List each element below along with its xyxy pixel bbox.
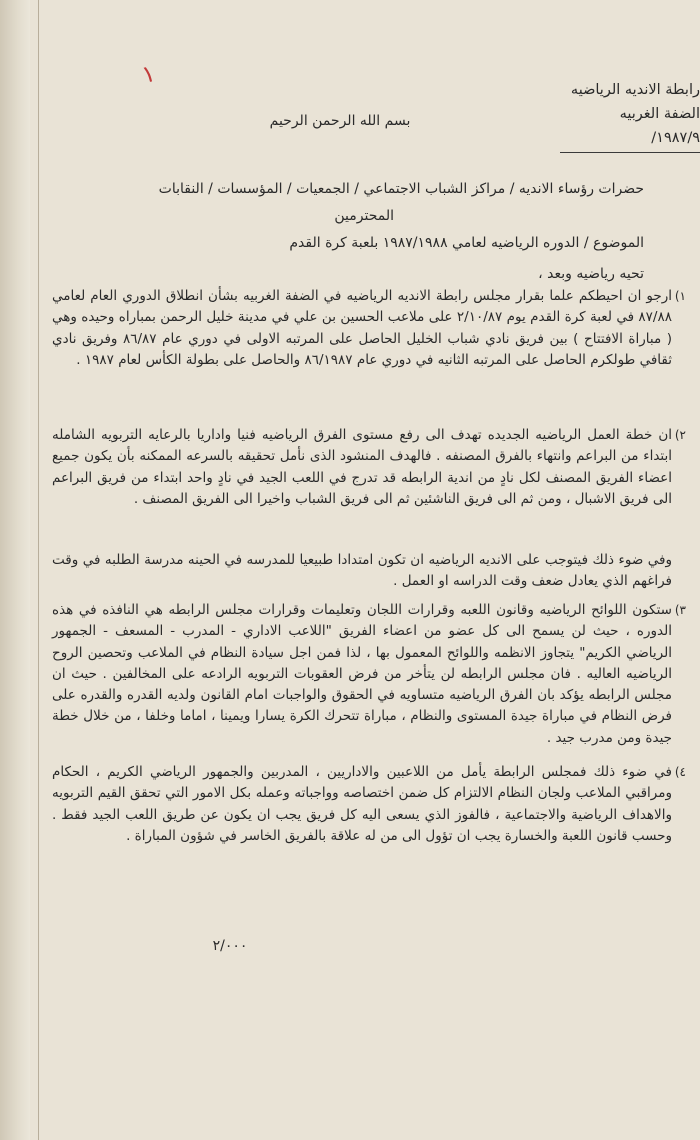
recipients-line: حضرات رؤساء الانديه / مراكز الشباب الاجتماعي / الجمعيات / المؤسسات / النقابات <box>158 181 644 197</box>
page-marker: ٢/٠٠٠ <box>212 938 248 954</box>
paragraph-number: ٣) <box>674 603 686 617</box>
red-margin-mark: ١ <box>138 58 159 90</box>
letterhead <box>550 78 700 153</box>
address-block <box>64 176 644 257</box>
paragraph-number: ٤) <box>674 765 686 779</box>
letter-date: ١٩٨٧/٩/ <box>560 126 700 153</box>
paragraph-text: ارجو ان احيطكم علما بقرار مجلس رابطة الانديه الرياضيه في الضفة الغربيه بشأن انطلاق الدوري العام لعامي ٨٧/٨٨ في لعبة كرة القدم يوم ٢/١٠/٨٧ على ملاعب الحسين بن علي في مدينة خليل الرحمن بمباراه وحيده وهي ( مباراة الافتتاح ) بين فريق نادي شباب الخليل الحاصل على المرتبه الاولى في دوري عام ٨٦/٨٧ وفريق نادي ثقافي طولكرم الحاصل على المرتبه الثانيه في دوري عام ٨٦/١٩٨٧ والحاصل على بطولة الكأس لعام ١٩٨٧ . <box>52 288 672 368</box>
letterhead-org: رابطة الانديه الرياضيه <box>570 82 700 98</box>
subject-line: الموضوع / الدوره الرياضيه لعامي ١٩٨٧/١٩٨٨ بلعبة كرة القدم <box>289 235 644 251</box>
paragraph-text: في ضوء ذلك فمجلس الرابطة يأمل من اللاعبين والاداريين ، المدربين والجمهور الرياضي الكريم ، الحكام ومراقبي الملاعب ولجان النظام الالتزام كل ضمن اختصاصه وواجباته وعمله بكل الامور التي تحقق القيم التربويه والاهداف الرياضية والاجتماعية ، فالفوز الذي يسعى اليه كل فريق يجب ان يكون عن طريق اللعب الجيد فقط . وحسب قانون اللعبة والخسارة يجب ان تؤول الى من له علاقة بالفريق الخاسر في شؤون المباراة . <box>52 764 672 844</box>
respect-line: المحترمين <box>334 208 394 224</box>
paragraph-2-continuation <box>52 550 672 593</box>
basmala: بسم الله الرحمن الرحيم <box>269 113 411 129</box>
paragraph-number: ٢) <box>674 428 686 442</box>
paragraph-text: ستكون اللوائح الرياضيه وقانون اللعبه وقرارات اللجان وتعليمات وقرارات مجلس الرابطه هي النافذه في هذه الدوره ، حيث لن يسمح الى كل عضو من اعضاء الفريق "اللاعب الاداري - المدرب - المسعف - الجمهور الرياضي الكريم" يتجاوز الانظمه واللوائح المعمول بها ، لذا فمن اجل سيادة النظام في الملاعب وتحصين الروح الرياضيه العاليه . فان مجلس الرابطه لن يتأخر من فرض العقوبات التربويه الرادعه على المخالفين . حيث ان مجلس الرابطه يؤكد بان الفرق الرياضيه متساويه في الحقوق والواجبات امام القانون ولديه القدره والقدره على فرض النظام في مباراة جيدة المستوى والنظام ، مباراة تتحرك الكرة يسارا ويمينا ، اماما وخلفا ، من خلال خطة جيدة ومن مدرب جيد . <box>52 602 672 746</box>
paragraph-text: وفي ضوء ذلك فيتوجب على الانديه الرياضيه ان تكون امتدادا طبيعيا للمدرسه في الحينه مدرسة الطلبه في وقت فراغهم الذي يعادل ضعف وقت الدراسه او العمل . <box>52 552 672 590</box>
paragraph-2 <box>52 425 686 510</box>
paragraph-3 <box>52 600 686 749</box>
page-binding-shadow <box>0 0 30 1140</box>
letterhead-region: الضفة الغربيه <box>619 106 700 122</box>
margin-rule <box>38 0 39 1140</box>
greeting: تحيه رياضيه وبعد ، <box>538 266 644 282</box>
paragraph-text: ان خطة العمل الرياضيه الجديده تهدف الى رفع مستوى الفرق الرياضيه فنيا واداريا بالرعايه التربويه الشامله ابتداء من البراعم وانتهاء بالفرق المصنفه . فالهدف المنشود الذى نأمل تحقيقه بالسرعه الممكنه بأن يكون جميع اعضاء الفريق المصنف لكل نادٍ من اندية الرابطه قد تدرج في اللعب الجيد في نادٍ واحد ابتداء من فريق البراعم الى فريق الاشبال ، ومن ثم الى فريق الناشئين ثم الى فريق الشباب واخيرا الى الفريق المصنف . <box>52 427 672 507</box>
paragraph-1 <box>52 286 686 371</box>
paragraph-number: ١) <box>674 289 686 303</box>
paragraph-4 <box>52 762 686 847</box>
